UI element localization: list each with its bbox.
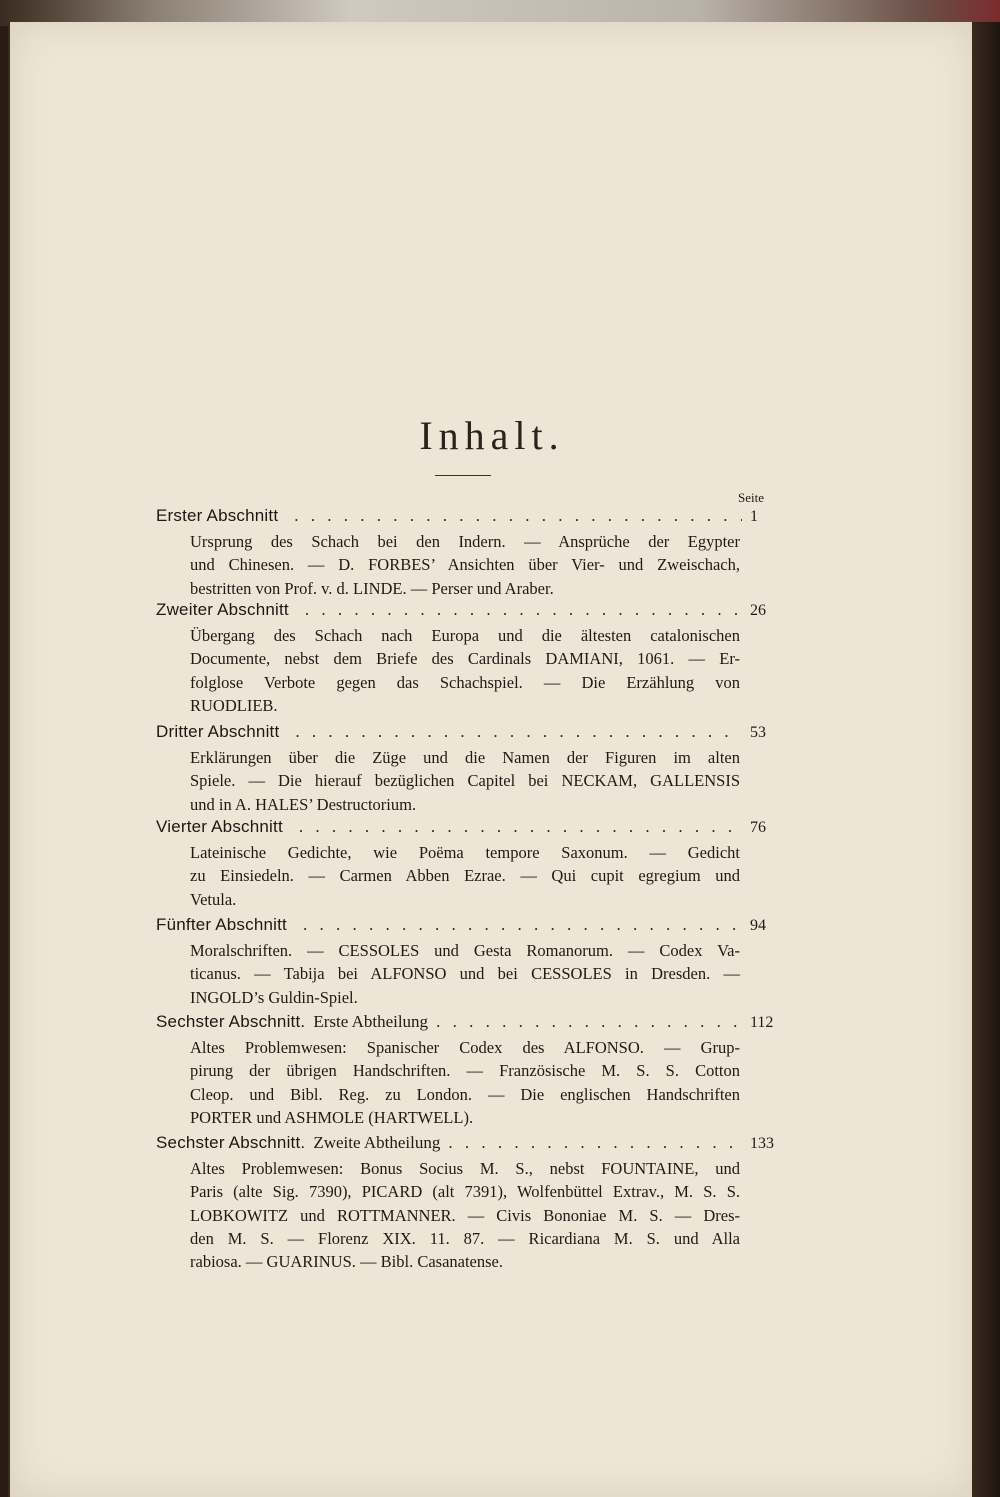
description-line: bestritten von Prof. v. d. LINDE. — Perser und Araber.: [190, 578, 554, 598]
dot-leader: [303, 915, 742, 935]
section-title: Fünfter Abschnitt: [156, 915, 287, 934]
section-title: Erster Abschnitt: [156, 506, 279, 525]
page-number: 1: [750, 508, 758, 525]
description-line: INGOLD’s Guldin-Spiel.: [190, 987, 358, 1007]
description-line: Vetula.: [190, 889, 237, 909]
section-title: Sechster Abschnitt.: [156, 1012, 306, 1031]
description-line: Erklärungen über die Züge und die Namen der Figuren im alten: [190, 748, 740, 767]
page-number: 26: [750, 602, 766, 619]
toc-entry-heading: [156, 1133, 778, 1157]
toc-entry: [156, 506, 778, 600]
description-line: Cleop. und Bibl. Reg. zu London. — Die englischen Handschriften: [190, 1084, 740, 1104]
description-line: Altes Problemwesen: Bonus Socius M. S., nebst FOUNTAINE, und: [190, 1159, 740, 1178]
page-number: 76: [750, 819, 766, 836]
book-cover-edge: [972, 22, 1000, 1497]
page-number: 112: [750, 1014, 774, 1031]
dot-leader: [436, 1012, 742, 1032]
description-line: RUODLIEB.: [190, 695, 278, 715]
description-line: Spiele. — Die hierauf bezüglichen Capitel bei NECKAM, GALLENSIS: [190, 771, 740, 791]
section-description: [190, 939, 740, 1009]
dot-leader: [448, 1133, 742, 1153]
section-title: Vierter Abschnitt: [156, 817, 283, 836]
description-line: Ursprung des Schach bei den Indern. — Ansprüche der Egypter: [190, 532, 740, 551]
section-description: [190, 746, 740, 816]
description-line: PORTER und ASHMOLE (HARTWELL).: [190, 1107, 474, 1127]
toc-entry-heading: [156, 817, 778, 841]
description-line: Übergang des Schach nach Europa und die ältesten catalonischen: [190, 626, 740, 645]
description-line: und in A. HALES’ Destructorium.: [190, 794, 417, 814]
toc-entry-heading: [156, 722, 778, 746]
book-page: [8, 22, 974, 1497]
toc-entry: [156, 1133, 778, 1273]
description-line: pirung der übrigen Handschriften. — Französische M. S. S. Cotton: [190, 1061, 740, 1081]
description-line: Lateinische Gedichte, wie Poëma tempore Saxonum. — Gedicht: [190, 843, 740, 862]
dot-leader: [305, 600, 742, 620]
page-number: 94: [750, 917, 766, 934]
section-title: Dritter Abschnitt: [156, 722, 280, 741]
page-number: 53: [750, 724, 766, 741]
toc-entry-heading: [156, 600, 778, 624]
section-subtitle: Erste Abtheilung: [313, 1012, 429, 1031]
page-number: 133: [750, 1135, 774, 1152]
description-line: Documente, nebst dem Briefe des Cardinals DAMIANI, 1061. — Er-: [190, 649, 740, 669]
page-column-label: Seite: [738, 490, 764, 505]
toc-entry: [156, 915, 778, 1009]
toc-entry-heading: [156, 915, 778, 939]
section-title: Sechster Abschnitt.: [156, 1133, 306, 1152]
toc-entry: [156, 1012, 778, 1129]
description-line: und Chinesen. — D. FORBES’ Ansichten über Vier- und Zweischach,: [190, 555, 740, 575]
dot-leader: [294, 506, 742, 526]
section-description: [190, 530, 740, 600]
description-line: Altes Problemwesen: Spanischer Codex des ALFONSO. — Grup-: [190, 1038, 740, 1057]
toc-entry: [156, 817, 778, 911]
toc-entry-heading: [156, 506, 778, 530]
description-line: Paris (alte Sig. 7390), PICARD (alt 7391), Wolfenbüttel Extrav., M. S. S.: [190, 1182, 740, 1202]
page-title: Inhalt.: [419, 413, 565, 458]
section-subtitle: Zweite Abtheilung: [313, 1133, 441, 1152]
description-line: Moralschriften. — CESSOLES und Gesta Romanorum. — Codex Va-: [190, 941, 740, 960]
section-description: [190, 1157, 740, 1273]
description-line: LOBKOWITZ und ROTTMANNER. — Civis Bononiae M. S. — Dres-: [190, 1205, 740, 1225]
dot-leader: [295, 722, 742, 742]
section-title: Zweiter Abschnitt: [156, 600, 289, 619]
description-line: ticanus. — Tabija bei ALFONSO und bei CESSOLES in Dresden. —: [190, 964, 740, 984]
description-line: den M. S. — Florenz XIX. 11. 87. — Ricardiana M. S. und Alla: [190, 1228, 740, 1248]
section-description: [190, 841, 740, 911]
description-line: folglose Verbote gegen das Schachspiel. — Die Erzählung von: [190, 672, 740, 692]
dot-leader: [299, 817, 742, 837]
toc-entry-heading: [156, 1012, 778, 1036]
section-description: [190, 1036, 740, 1129]
section-description: [190, 624, 740, 717]
description-line: zu Einsiedeln. — Carmen Abben Ezrae. — Qui cupit egregium und: [190, 866, 740, 886]
toc-entry: [156, 600, 778, 717]
description-line: rabiosa. — GUARINUS. — Bibl. Casanatense.: [190, 1252, 504, 1272]
title-divider: [435, 475, 491, 476]
toc-entry: [156, 722, 778, 816]
